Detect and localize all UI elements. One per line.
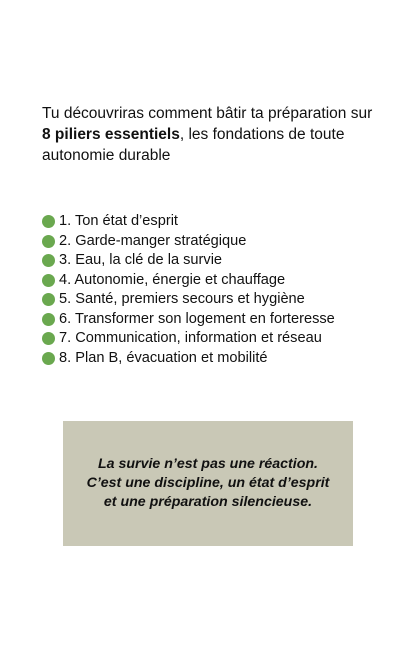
green-bullet-icon xyxy=(42,313,55,326)
pillar-label: 4. Autonomie, énergie et chauffage xyxy=(59,271,286,288)
green-bullet-icon xyxy=(42,293,55,306)
quote-line-1: La survie n’est pas une réaction. xyxy=(98,456,318,472)
green-bullet-icon xyxy=(42,235,55,248)
pillar-label: 1. Ton état d’esprit xyxy=(59,213,178,229)
pillar-item xyxy=(42,212,382,232)
green-bullet-icon xyxy=(42,254,55,267)
pillar-item xyxy=(42,290,382,310)
green-bullet-icon xyxy=(42,215,55,228)
quote-line-2: C’est une discipline, un état d’esprit xyxy=(86,475,330,491)
green-bullet-icon xyxy=(42,332,55,345)
quote-box xyxy=(63,421,353,546)
pillar-item xyxy=(42,271,382,291)
pillar-label: 5. Santé, premiers secours et hygiène xyxy=(59,291,305,307)
intro-text-part1: Tu découvriras comment bâtir ta préparation sur xyxy=(42,105,373,122)
pillar-label: 6. Transformer son logement en forteresse xyxy=(59,310,335,327)
pillar-label: 7. Communication, information et réseau xyxy=(59,330,322,346)
pillar-item xyxy=(42,251,382,271)
intro-text-part2: , les fondations de toute autonomie durable xyxy=(42,126,345,164)
intro-paragraph xyxy=(42,103,382,166)
quote-line-3: et une préparation silencieuse. xyxy=(103,494,313,510)
green-bullet-icon xyxy=(42,274,55,287)
green-bullet-icon xyxy=(42,352,55,365)
pillar-label: 8. Plan B, évacuation et mobilité xyxy=(59,349,268,366)
pillar-item xyxy=(42,329,382,349)
pillars-list xyxy=(42,212,382,368)
pillar-item xyxy=(42,232,382,252)
pillar-label: 2. Garde-manger stratégique xyxy=(59,232,247,249)
pillar-item xyxy=(42,349,382,369)
pillar-label: 3. Eau, la clé de la survie xyxy=(59,252,223,268)
intro-text-bold: 8 piliers essentiels xyxy=(42,126,180,143)
pillar-item xyxy=(42,310,382,330)
